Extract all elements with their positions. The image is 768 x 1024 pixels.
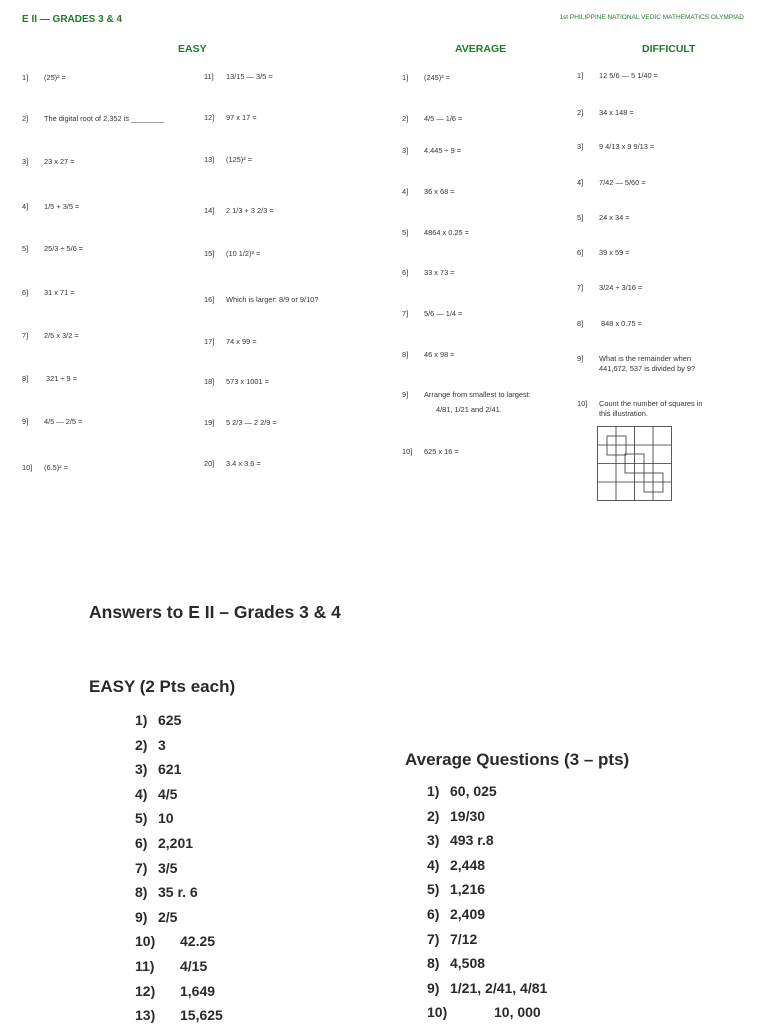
answer-item (427, 783, 497, 799)
question-number: 5] (402, 228, 409, 237)
question-number: 20] (204, 459, 215, 468)
answer-value: 2,201 (158, 835, 194, 851)
answers-easy-title: EASY (2 Pts each) (89, 677, 236, 696)
question-number: 8] (402, 350, 409, 359)
question-item (204, 249, 260, 259)
question-number: 5] (577, 213, 584, 222)
answer-number: 5) (427, 881, 440, 898)
answer-number: 3) (427, 832, 440, 849)
question-item (204, 206, 274, 216)
question-text: (10 1/2)² = (226, 249, 261, 258)
question-item (204, 337, 257, 347)
answer-number: 5) (135, 810, 148, 827)
answer-number: 2) (427, 807, 440, 824)
question-item (402, 309, 462, 319)
question-text: 7/42 — 5/60 = (599, 178, 646, 187)
question-number: 11] (204, 72, 214, 81)
question-number: 2] (577, 108, 584, 117)
answer-number: 6) (427, 906, 440, 922)
question-text: 23 x 27 = (44, 157, 75, 166)
question-item (577, 248, 630, 258)
question-item (204, 113, 257, 123)
answer-value: 625 (158, 712, 182, 728)
question-text: (245)² = (424, 73, 451, 82)
question-item (204, 459, 261, 469)
question-number: 9] (402, 390, 409, 399)
question-number: 9] (22, 417, 29, 426)
question-item (577, 213, 630, 223)
answer-value: 2/5 (158, 908, 178, 925)
question-text: (125)² = (226, 155, 253, 164)
answers-average-title: Average Questions (3 – pts) (405, 750, 630, 769)
question-item (22, 202, 79, 212)
answer-value: 1,216 (450, 881, 486, 898)
question-item (204, 72, 273, 82)
answer-item (135, 712, 181, 728)
question-number: 7] (577, 283, 584, 292)
question-text: 12 5/6 — 5 1/40 = (599, 71, 658, 80)
answer-item (135, 835, 193, 851)
question-item (577, 354, 695, 374)
question-number: 6] (402, 268, 409, 277)
question-number: 4] (22, 202, 29, 211)
question-item (22, 417, 82, 427)
question-number: 7] (402, 309, 409, 318)
question-text: The digital root of 2,352 is ________ (44, 114, 164, 123)
question-number: 12] (204, 113, 215, 122)
question-text: 9 4/13 x 9 9/13 = (599, 142, 655, 151)
question-text: 74 x 99 = (226, 337, 257, 346)
question-item (402, 350, 455, 360)
question-item (402, 146, 461, 156)
question-item (577, 319, 642, 329)
question-item (577, 71, 658, 81)
average-heading: AVERAGE (455, 43, 507, 55)
answer-value: 3 (158, 736, 166, 753)
question-number: 3] (22, 157, 29, 166)
question-text: 36 x 68 = (424, 187, 455, 196)
question-number: 19] (204, 418, 215, 427)
question-number: 13] (204, 155, 215, 164)
answer-number: 8) (427, 955, 440, 972)
question-item (22, 288, 75, 298)
question-item (22, 463, 68, 473)
question-text: 25/3 ÷ 5/6 = (44, 244, 84, 253)
question-text: 625 x 16 = (424, 447, 459, 456)
question-text-continued: this illustration. (599, 409, 648, 418)
question-item (402, 268, 455, 278)
question-item (204, 295, 318, 305)
olympiad-title: 1st PHILIPPINE NATIONAL VEDIC MATHEMATICS OLYMPIAD (559, 14, 744, 21)
question-text-continued: 4/81, 1/21 and 2/41. (436, 405, 502, 414)
question-item (204, 418, 277, 428)
answer-value: 2,448 (450, 856, 486, 873)
answer-number: 4) (135, 785, 148, 802)
answer-item (135, 958, 207, 974)
answer-value: 3/5 (158, 859, 178, 876)
question-number: 8] (577, 319, 584, 328)
answer-value: 621 (158, 761, 182, 778)
question-item (402, 187, 455, 197)
question-text: 2/5 x 3/2 = (44, 331, 79, 340)
question-item (577, 399, 703, 419)
answer-value: 4,508 (450, 955, 486, 972)
squares-illustration (597, 426, 673, 502)
question-item (402, 390, 531, 415)
question-number: 10] (577, 399, 588, 408)
answer-value: 2,409 (450, 906, 486, 922)
question-number: 18] (204, 377, 215, 386)
question-number: 9] (577, 354, 584, 363)
question-text: 13/15 — 3/5 = (226, 72, 273, 81)
answer-item (135, 884, 198, 900)
question-text: 4/5 — 2/5 = (44, 417, 83, 426)
answer-number: 9) (135, 908, 148, 925)
question-text: 5 2/3 — 2 2/9 = (226, 418, 277, 427)
answer-number: 13) (135, 1007, 156, 1024)
answer-value: 19/30 (450, 807, 486, 824)
question-item (577, 142, 654, 152)
question-item (402, 228, 469, 238)
question-item (22, 114, 164, 124)
answer-number: 2) (135, 736, 148, 753)
question-number: 2] (22, 114, 29, 123)
answer-value: 60, 025 (450, 783, 497, 799)
answer-number: 12) (135, 982, 156, 999)
answer-value: 35 r. 6 (158, 884, 198, 901)
answer-item (427, 808, 485, 824)
question-number: 17] (204, 337, 215, 346)
question-text: 3/24 ÷ 3/16 = (599, 283, 643, 292)
question-text: 5/6 — 1/4 = (424, 309, 463, 318)
answer-item (135, 933, 215, 949)
question-text: (25)² = (44, 73, 66, 82)
difficult-heading: DIFFICULT (642, 43, 696, 55)
question-number: 14] (204, 206, 215, 215)
answer-item (427, 931, 477, 947)
answer-item (135, 810, 174, 826)
answer-value: 15,625 (180, 1007, 223, 1024)
question-text: Which is larger: 8/9 or 9/10? (226, 295, 319, 304)
question-number: 10] (22, 463, 33, 472)
question-item (22, 244, 83, 254)
answer-item (135, 983, 215, 999)
answer-number: 7) (135, 859, 148, 876)
question-text: 2 1/3 + 3 2/3 = (226, 206, 274, 215)
answer-number: 11) (135, 958, 155, 974)
question-text: 4864 x 0.25 = (424, 228, 469, 237)
answer-value: 1/21, 2/41, 4/81 (450, 979, 548, 996)
answer-number: 7) (427, 930, 440, 947)
question-number: 4] (577, 178, 584, 187)
question-item (577, 178, 646, 188)
question-number: 1] (22, 73, 29, 82)
question-text: 321 ÷ 9 = (44, 374, 78, 383)
answer-value: 1,649 (180, 982, 216, 999)
answer-number: 8) (135, 884, 148, 901)
answer-item (427, 980, 547, 996)
question-number: 3] (402, 146, 409, 155)
question-text: What is the remainder when (599, 354, 692, 363)
question-text: 4/5 — 1/6 = (424, 114, 463, 123)
question-item (402, 447, 459, 457)
question-number: 1] (577, 71, 584, 80)
question-item (402, 114, 462, 124)
answer-item (135, 761, 181, 777)
answer-number: 9) (427, 979, 440, 996)
answer-item (427, 1004, 541, 1020)
answer-item (135, 737, 166, 753)
answer-item (427, 832, 494, 848)
answer-item (135, 909, 177, 925)
question-number: 15] (204, 249, 215, 258)
answer-number: 10) (427, 1004, 448, 1021)
answer-item (135, 786, 177, 802)
question-text: 4,445 ÷ 9 = (424, 146, 462, 155)
question-text: Arrange from smallest to largest: (424, 390, 531, 399)
question-number: 1] (402, 73, 409, 82)
question-number: 10] (402, 447, 413, 456)
question-item (22, 73, 66, 83)
question-number: 2] (402, 114, 409, 123)
answer-value: 493 r.8 (450, 832, 494, 849)
answer-value: 42.25 (180, 933, 216, 950)
answer-value: 7/12 (450, 930, 478, 947)
question-text: 33 x 73 = (424, 268, 455, 277)
question-text: 3.4 x 3.6 = (226, 459, 261, 468)
answer-value: 4/5 (158, 785, 178, 802)
question-text: 39 x 59 = (599, 248, 630, 257)
question-text: 573 x 1001 = (226, 377, 269, 386)
question-number: 4] (402, 187, 409, 196)
question-item (22, 374, 77, 384)
question-text: 24 x 34 = (599, 213, 630, 222)
question-text: Count the number of squares in (599, 399, 703, 408)
question-text: (6.5)² = (44, 463, 69, 472)
answer-number: 4) (427, 856, 440, 873)
answer-item (427, 881, 485, 897)
question-number: 3] (577, 142, 584, 151)
question-text: 31 x 71 = (44, 288, 75, 297)
question-text-continued: 441,672, 537 is divided by 9? (599, 364, 696, 373)
question-text: 97 x 17 = (226, 113, 257, 122)
answer-item (135, 860, 177, 876)
question-text: 34 x 148 = (599, 108, 634, 117)
question-number: 8] (22, 374, 29, 383)
question-item (204, 377, 269, 387)
question-text: 848 x 0.75 = (599, 319, 642, 328)
question-number: 6] (577, 248, 584, 257)
answer-item (427, 906, 485, 922)
header-title: E II — GRADES 3 & 4 (22, 14, 123, 25)
question-item (22, 157, 75, 167)
question-number: 6] (22, 288, 29, 297)
question-item (22, 331, 79, 341)
question-number: 16] (204, 295, 215, 304)
answer-value: 10 (158, 810, 174, 827)
easy-heading: EASY (178, 43, 207, 55)
answer-item (427, 955, 485, 971)
answer-number: 1) (427, 783, 440, 799)
question-number: 5] (22, 244, 29, 253)
answers-title: Answers to E II – Grades 3 & 4 (89, 602, 341, 622)
question-item (577, 108, 634, 118)
answer-item (135, 1007, 223, 1023)
answer-number: 1) (135, 712, 148, 728)
answer-item (427, 857, 485, 873)
question-item (204, 155, 252, 165)
answer-number: 6) (135, 835, 148, 851)
question-text: 1/5 + 3/5 = (44, 202, 80, 211)
answer-number: 3) (135, 761, 148, 778)
question-item (577, 283, 642, 293)
question-number: 7] (22, 331, 29, 340)
answer-value: 10, 000 (494, 1004, 541, 1021)
question-text: 46 x 98 = (424, 350, 455, 359)
answer-value: 4/15 (180, 958, 208, 974)
question-item (402, 73, 450, 83)
answer-number: 10) (135, 933, 156, 950)
